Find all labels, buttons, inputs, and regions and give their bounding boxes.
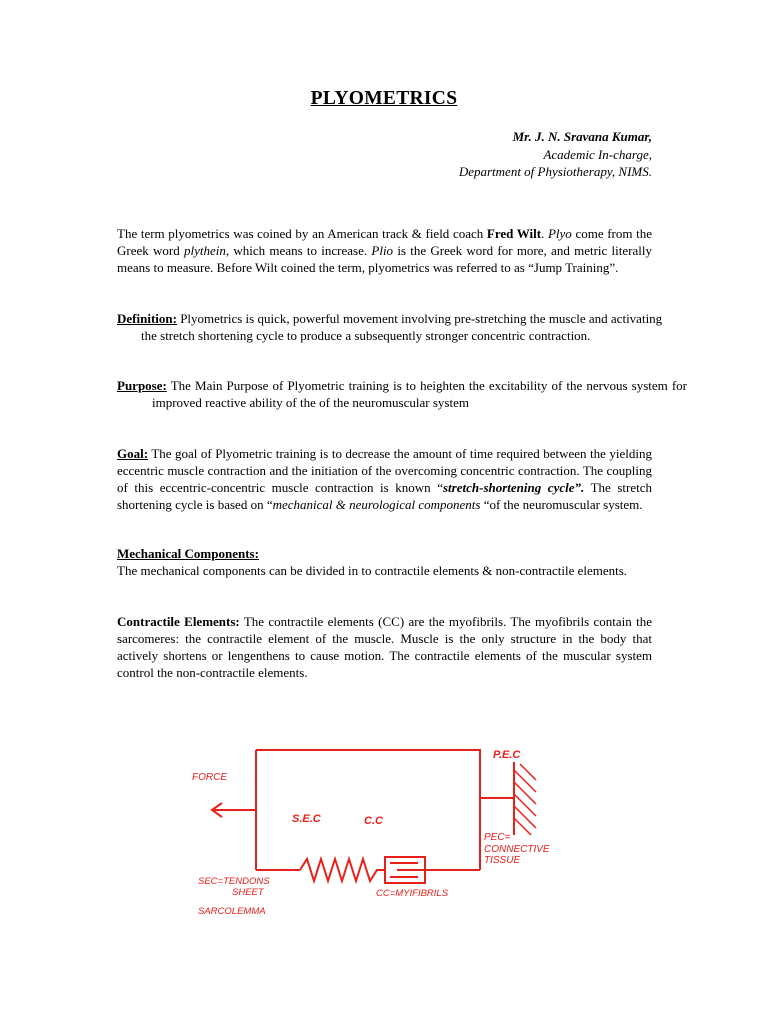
author-role: Academic In-charge, [543, 146, 652, 162]
pec-label-line: TISSUE [484, 855, 521, 866]
pec-label-line: CONNECTIVE [484, 844, 550, 855]
definition-label: Definition: [117, 311, 177, 326]
author-department: Department of Physiotherapy, NIMS. [458, 164, 652, 179]
purpose-text: The Main Purpose of Plyometric training is to heighten the excitability of the nervous system for improved reactive ability of the of the neuromuscular system [152, 378, 687, 410]
intro-text: . [541, 226, 548, 241]
mechanical-heading: Mechanical Components: [117, 546, 259, 561]
contractile-text: The contractile elements (CC) are the myofibrils. The myofibrils contain the sarcomeres: the contractile element of the muscle. Muscle is the only structure in the body that actively shortens or lengenthens to cause motion. The contractile elements of the muscular system control the non-contractile elements. [117, 614, 652, 680]
intro-text: is the Greek word for more, and metric literally means to measure. Before Wilt coined the term, plyometrics was referred to as “Jump Training”. [117, 243, 652, 275]
sec-spring [300, 859, 385, 881]
muscle-model-diagram [190, 740, 590, 930]
stretch-shortening-term: stretch-shortening cycle”. [443, 480, 585, 495]
intro-text: The term plyometrics was coined by an American track & field coach [117, 226, 487, 241]
plythein-term: plythein [184, 243, 226, 258]
definition-paragraph [117, 310, 676, 344]
cc-label: CC=MYIFIBRILS [376, 888, 449, 899]
sec-label-line: SHEET [232, 887, 264, 898]
author-name: Mr. J. N. Sravana Kumar, [512, 129, 652, 144]
plio-term: Plio [371, 243, 394, 258]
top-frame-line [256, 750, 480, 798]
force-label: FORCE [192, 772, 227, 783]
goal-text: The goal of Plyometric training is to decrease the amount of time required between the yielding eccentric muscle contraction and the initiation of the overcoming concentric contraction. The coupling of this eccentric-concentric muscle contraction is known “ [117, 446, 652, 495]
goal-label: Goal: [117, 446, 149, 461]
goal-paragraph [117, 445, 652, 513]
goal-text: “of the neuromuscular system. [483, 497, 643, 512]
page-title: PLYOMETRICS [310, 88, 458, 109]
sec-label-line: SEC=TENDONS [198, 876, 270, 887]
definition-text: Plyometrics is quick, powerful movement involving pre-stretching the muscle and activating the stretch shortening cycle to produce a subsequently stronger concentric contraction. [141, 311, 663, 343]
sarcolemma-label: SARCOLEMMA [198, 906, 266, 917]
plyo-term: Plyo [547, 226, 572, 241]
mechanical-text: The mechanical components can be divided in to contractile elements & non-contractile elements. [117, 563, 628, 578]
mechanical-section [117, 545, 652, 579]
intro-text: , which means to increase. [225, 243, 372, 258]
purpose-paragraph [117, 377, 687, 411]
intro-text: come from the Greek word [117, 226, 653, 258]
intro-paragraph [117, 225, 652, 276]
mechanical-neurological-term: mechanical & neurological components [272, 497, 484, 512]
contractile-label: Contractile Elements: [117, 614, 240, 629]
fred-wilt-name: Fred Wilt [486, 226, 542, 241]
sec-title: S.E.C [292, 813, 321, 825]
cc-title: C.C [364, 815, 383, 827]
author-block [459, 128, 652, 181]
contractile-paragraph [117, 613, 652, 681]
wall-hatching [514, 764, 536, 835]
pec-label-line: PEC= [484, 832, 511, 843]
pec-title: P.E.C [493, 749, 521, 761]
goal-text: The stretch shortening cycle is based on “ [117, 480, 652, 512]
purpose-label: Purpose: [117, 378, 167, 393]
